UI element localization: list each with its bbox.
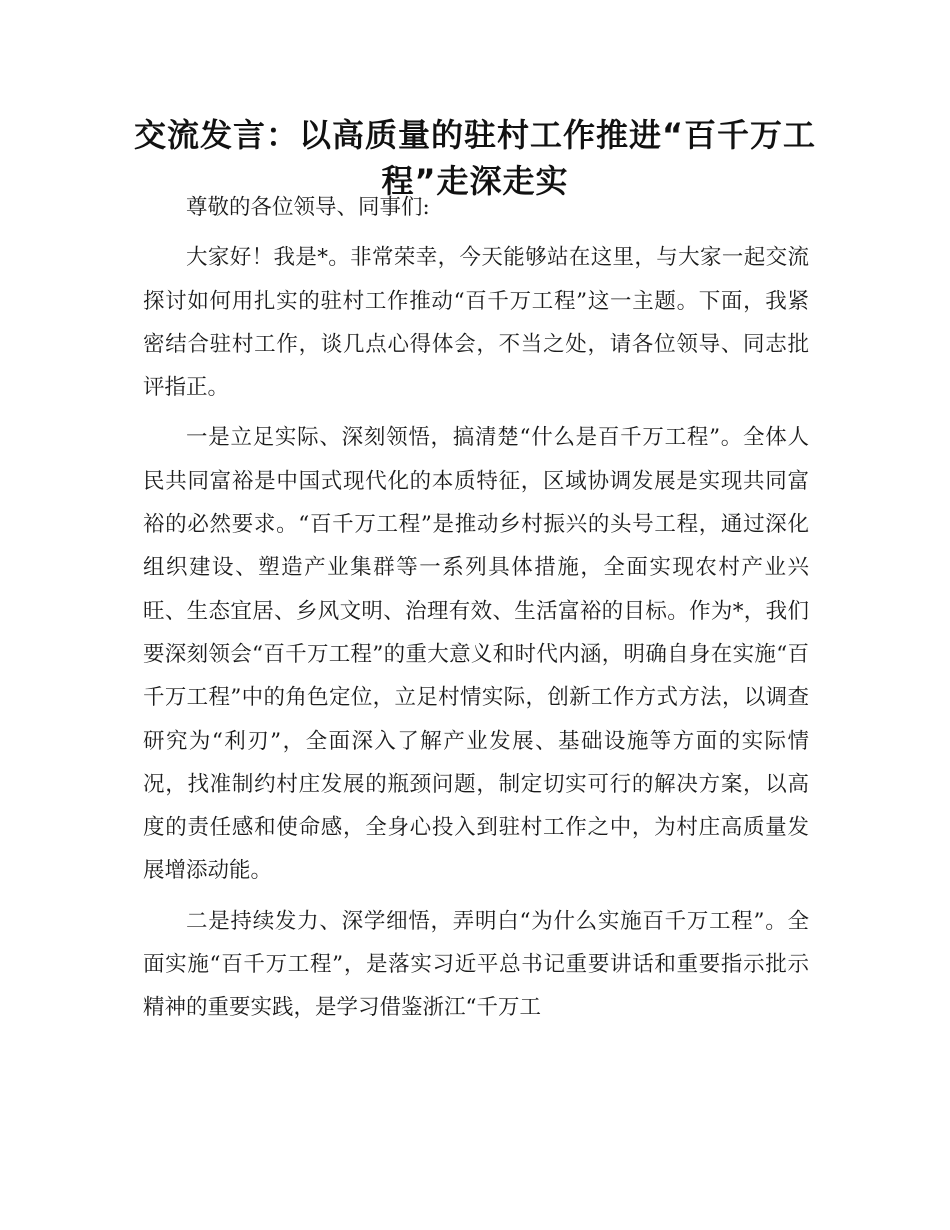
paragraph-point-one: 一是立足实际、深刻领悟，搞清楚“什么是百千万工程”。全体人民共同富裕是中国式现代化的本质特征，区域协调发展是实现共同富裕的必然要求。“百千万工程”是推动乡村振兴的头号工程，通过深化组织建设、塑造产业集群等一系列具体措施，全面实现农村产业兴旺、生态宜居、乡风文明、治理有效、生活富裕的目标。作为*，我们要深刻领会“百千万工程”的重大意义和时代内涵，明确自身在实施“百千万工程”中的角色定位，立足村情实际，创新工作方式方法，以调查研究为“利刃”，全面深入了解产业发展、基础设施等方面的实际情况，找准制约村庄发展的瓶颈问题，制定切实可行的解决方案，以高度的责任感和使命感，全身心投入到驻村工作之中，为村庄高质量发展增添动能。	[143, 425, 809, 884]
paragraph-opening: 大家好！我是*。非常荣幸，今天能够站在这里，与大家一起交流探讨如何用扎实的驻村工作推动“百千万工程”这一主题。下面，我紧密结合驻村工作，谈几点心得体会，不当之处，请各位领导、同志批评指正。	[143, 245, 809, 401]
paragraph-point-two: 二是持续发力、深学细悟，弄明白“为什么实施百千万工程”。全面实施“百千万工程”，是落实习近平总书记重要讲话和重要指示批示精神的重要实践，是学习借鉴浙江“千万工	[143, 908, 809, 1021]
salutation: 尊敬的各位领导、同事们:	[186, 195, 430, 220]
document-body	[143, 186, 809, 1037]
document-title: 交流发言：以高质量的驻村工作推进“百千万工程”走深走实	[133, 116, 817, 200]
